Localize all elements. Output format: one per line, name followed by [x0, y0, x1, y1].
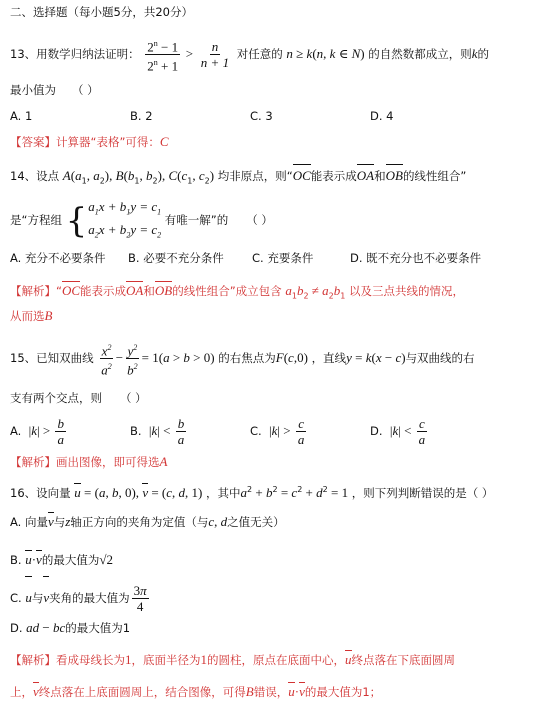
q16-analysis-cont: 上，v终点落在上底面圆周上，结合图像，可得B错误，u·v的最大值为1；: [10, 684, 382, 699]
q14-stem-cont: 是“方程组 { $a_1x + b_1y = c_1$ $a_2x + b_2y = c_2$ 有唯一解”的 （ ）: [10, 198, 538, 243]
q14-options: A. 充分不必要条件 B. 必要不充分条件 C. 充要条件 D. 既不充分也不必要条件: [10, 251, 482, 265]
q14-analysis: 【解析】“OC能表示成OA和OB的线性组合”成立包含 $a_1b_2 \ne a_2b_1$ 以及三点共线的情况，: [10, 283, 465, 301]
q14-equation-system: { $a_1x + b_1y = c_1$ $a_2x + b_2y = c_2$: [65, 199, 162, 241]
q16-option-a: A. 向量v与z轴正方向的夹角为定值（与c, d之值无关）: [10, 514, 285, 529]
q15-analysis: 【解析】画出图像，即可得选A: [10, 454, 168, 469]
q13-fraction-left: $\frac{2^n - 1}{2^n + 1}$: [145, 36, 180, 74]
q14-analysis-cont: 从而选B: [10, 308, 53, 323]
q15-stem: 15、已知双曲线 $\frac{x^2}{a^2}$ − $\frac{y^2}{b^2}$ = 1(a > b > 0) 的右焦点为F(c,0) ，直线y = k(x − c)与双曲线的右: [10, 338, 538, 378]
q14-stem: 14、设点 $A(a_1$, $a_2$), $B(b_1$, $b_2$), $C(c_1$, $c_2$) 均非原点，则“OC能表示成OA和OB的线性组合”: [10, 168, 467, 186]
q13-options: A. 1 B. 2 C. 3 D. 4: [10, 109, 394, 123]
q13-stem: 13、用数学归纳法证明： $\frac{2^n - 1}{2^n + 1}$ > $\frac{n}{n + 1}$ 对任意的 n ≥ k(n, k ∈ N) 的自然数都成立，则k的: [10, 34, 538, 74]
section-title: 二、选择题（每小题5分，共20分）: [10, 5, 193, 19]
q16-option-d: D. ad − bc的最大值为1: [10, 620, 131, 635]
q16-option-b: B. u·v的最大值为√2: [10, 552, 113, 567]
q15-options: A. |k| > $\frac{b}{a}$ B. |k| < $\frac{b}{a}$ C. |k| > $\frac{c}{a}$ D. |k| < $\frac{c}{a}$: [10, 416, 426, 447]
q16-analysis: 【解析】看成母线长为1，底面半径为1的圆柱，原点在底面中心，u终点落在下底面圆周: [10, 652, 455, 667]
q13-stem-cont: 最小值为 （ ）: [10, 83, 99, 97]
q13-fraction-right: $\frac{n}{n + 1}$: [200, 39, 230, 70]
q16-stem: 16、设向量 u = (a, b, 0), v = (c, d, 1) ，其中$a^2 + b^2 = c^2 + d^2 = 1$ ，则下列判断错误的是（ ）: [10, 484, 494, 500]
q16-option-c: C. u与v夹角的最大值为 $\frac{3\pi}{4}$: [10, 578, 538, 618]
q15-stem-cont: 支有两个交点，则 （ ）: [10, 391, 147, 405]
q13-answer: 【答案】计算器“表格”可得：C: [10, 134, 169, 149]
